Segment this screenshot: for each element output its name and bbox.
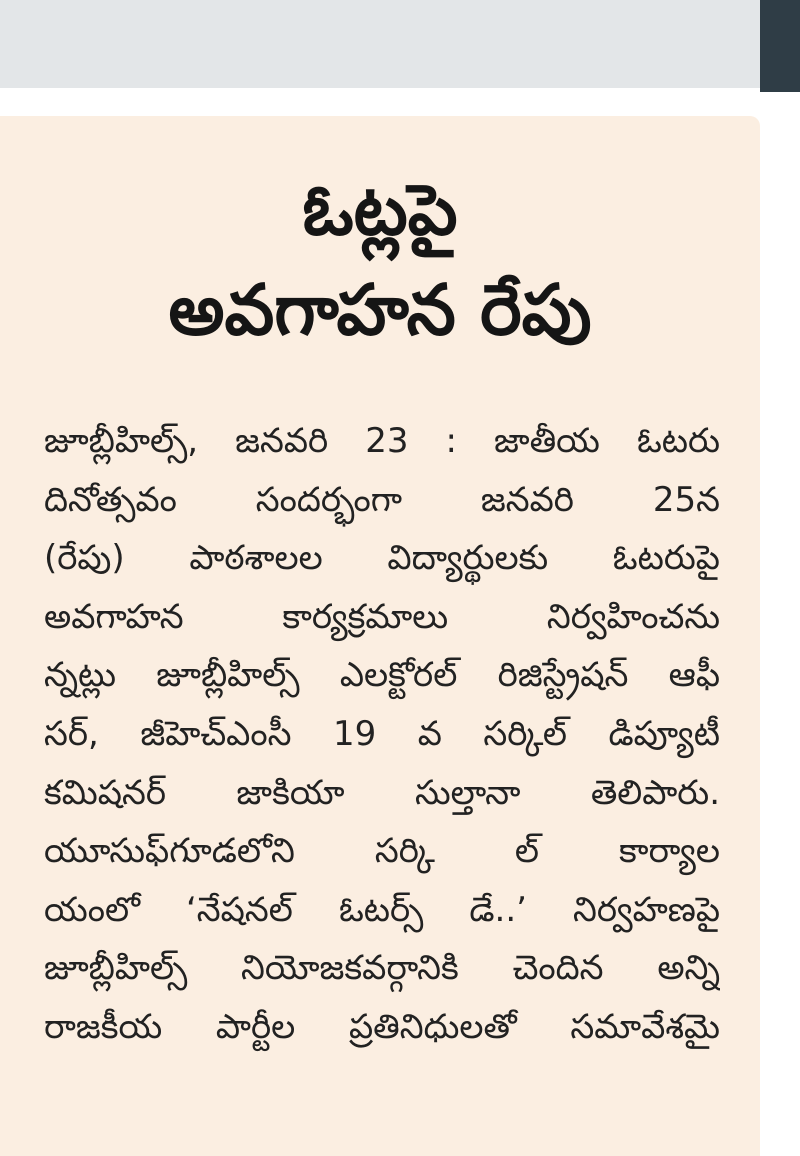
top-bar: [0, 0, 760, 88]
body-line: కమిషనర్ జాకియా సుల్తానా తెలిపారు.: [44, 772, 720, 813]
top-right-panel: [760, 0, 800, 92]
headline-line-1: ఓట్లపై: [302, 169, 458, 251]
body-line: సర్, జీహెచ్ఎంసీ 19 వ సర్కిల్ డిప్యూటీ: [44, 713, 720, 754]
article-body: [44, 412, 720, 1057]
body-line: దినోత్సవం సందర్భంగా జనవరి 25న: [44, 479, 720, 520]
body-line: జూబ్లీహిల్స్ నియోజకవర్గానికి చెందిన అన్ని: [44, 948, 720, 989]
body-line: రాజకీయ పార్టీల ప్రతినిధులతో సమావేశమై: [44, 1006, 720, 1047]
body-line: యంలో ‘నేషనల్ ఓటర్స్ డే..’ నిర్వహణపై: [44, 889, 720, 930]
body-line: (రేపు) పాఠశాలల విద్యార్థులకు ఓటరుపై: [44, 538, 720, 579]
body-line: న్నట్లు జూబ్లీహిల్స్ ఎలక్టోరల్ రిజిస్ట్రేషన్ ఆఫీ: [44, 655, 720, 696]
body-line: జూబ్లీహిల్స్, జనవరి 23 : జాతీయ ఓటరు: [44, 421, 720, 461]
headline-line-2: అవగాహన రేపు: [168, 269, 592, 351]
article-headline: [40, 160, 720, 360]
body-line: అవగాహన కార్యక్రమాలు నిర్వహించను: [44, 596, 720, 637]
body-line: యూసుఫ్‌గూడలోని సర్కి ల్ కార్యాల: [44, 831, 720, 872]
